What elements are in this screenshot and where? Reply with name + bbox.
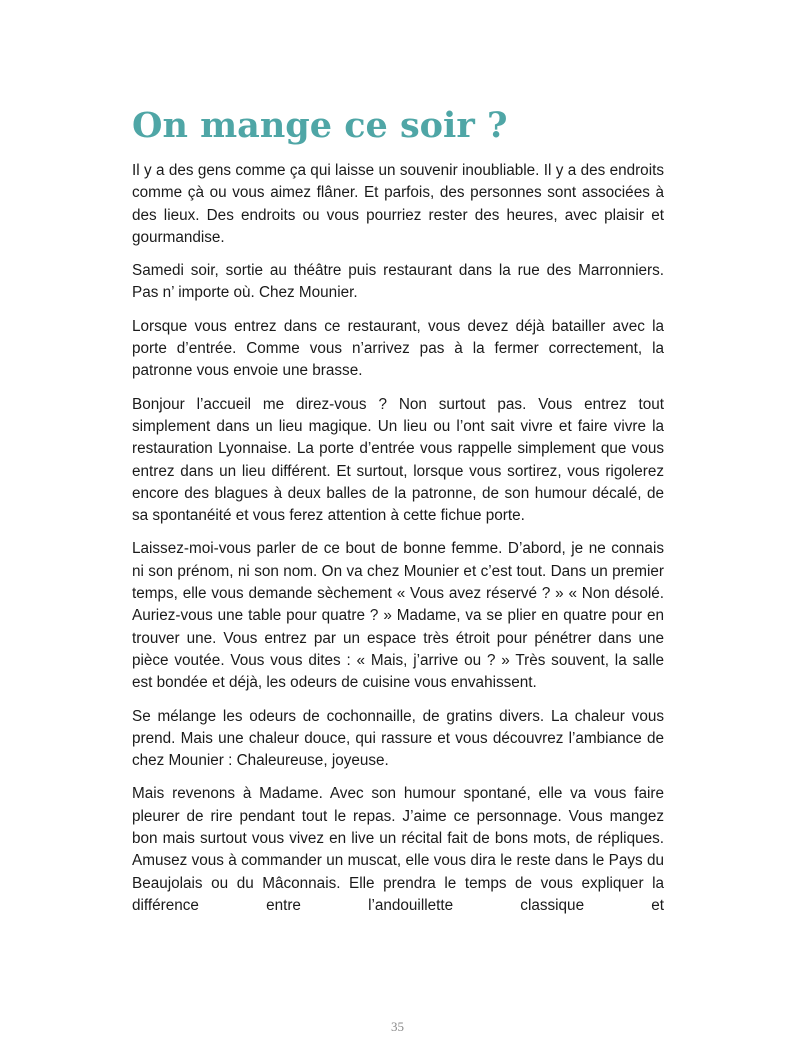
page-number: 35 xyxy=(391,1019,404,1034)
paragraph-4: Bonjour l’accueil me direz-vous ? Non surtout pas. Vous entrez tout simplement dans un lieu magique. Un lieu ou l’ont sait vivre et faire vivre la restauration Lyonnaise. La porte d’entrée vous rappelle simplement que vous entrez dans un lieu différent. Et surtout, lorsque vous sortirez, vous rigolerez encore des blagues à deux balles de la patronne, de son humour décalé, de sa spontanéité et vous ferez attention à cette fichue porte. xyxy=(132,395,664,525)
page-title: On mange ce soir ? xyxy=(132,105,508,146)
paragraph-6: Se mélange les odeurs de cochonnaille, de gratins divers. La chaleur vous prend. Mais une chaleur douce, qui rassure et vous découvrez l’ambiance de chez Mounier : Chaleureuse, joyeuse. xyxy=(132,707,664,770)
paragraph-5: Laissez-moi-vous parler de ce bout de bonne femme. D’abord, je ne connais ni son prénom, ni son nom. On va chez Mounier et c’est tout. Dans un premier temps, elle vous demande sèchement « Vous avez réservé ? » « Non désolé. Auriez-vous une table pour quatre ? » Madame, va se plier en quatre pour en trouver une. Vous entrez par un espace très étroit pour pénétrer dans une pièce voutée. Vous vous dites : « Mais, j’arrive ou ? » Très souvent, la salle est bondée et déjà, les odeurs de cuisine vous envahissent. xyxy=(132,540,664,692)
paragraph-7: Mais revenons à Madame. Avec son humour spontané, elle va vous faire pleurer de rire pendant tout le repas. J’aime ce personnage. Vous mangez bon mais surtout vous vivez en live un récital fait de bons mots, de répliques. Amusez vous à commander un muscat, elle vous dira le reste dans le Pays du Beaujolais ou du Mâconnais. Elle prendra le temps de vous expliquer la différence entre l’andouillette classique et xyxy=(132,785,664,914)
paragraph-2: Samedi soir, sortie au théâtre puis restaurant dans la rue des Marronniers. Pas n’ importe où. Chez Mounier. xyxy=(132,262,664,302)
article-body xyxy=(132,160,664,928)
paragraph-1: Il y a des gens comme ça qui laisse un souvenir inoubliable. Il y a des endroits comme çà ou vous aimez flâner. Et parfois, des personnes sont associées à des lieux. Des endroits ou vous pourriez rester des heures, avec plaisir et gourmandise. xyxy=(132,162,664,246)
paragraph-3: Lorsque vous entrez dans ce restaurant, vous devez déjà batailler avec la porte d’entrée. Comme vous n’arrivez pas à la fermer correctement, la patronne vous envoie une brasse. xyxy=(132,317,664,380)
